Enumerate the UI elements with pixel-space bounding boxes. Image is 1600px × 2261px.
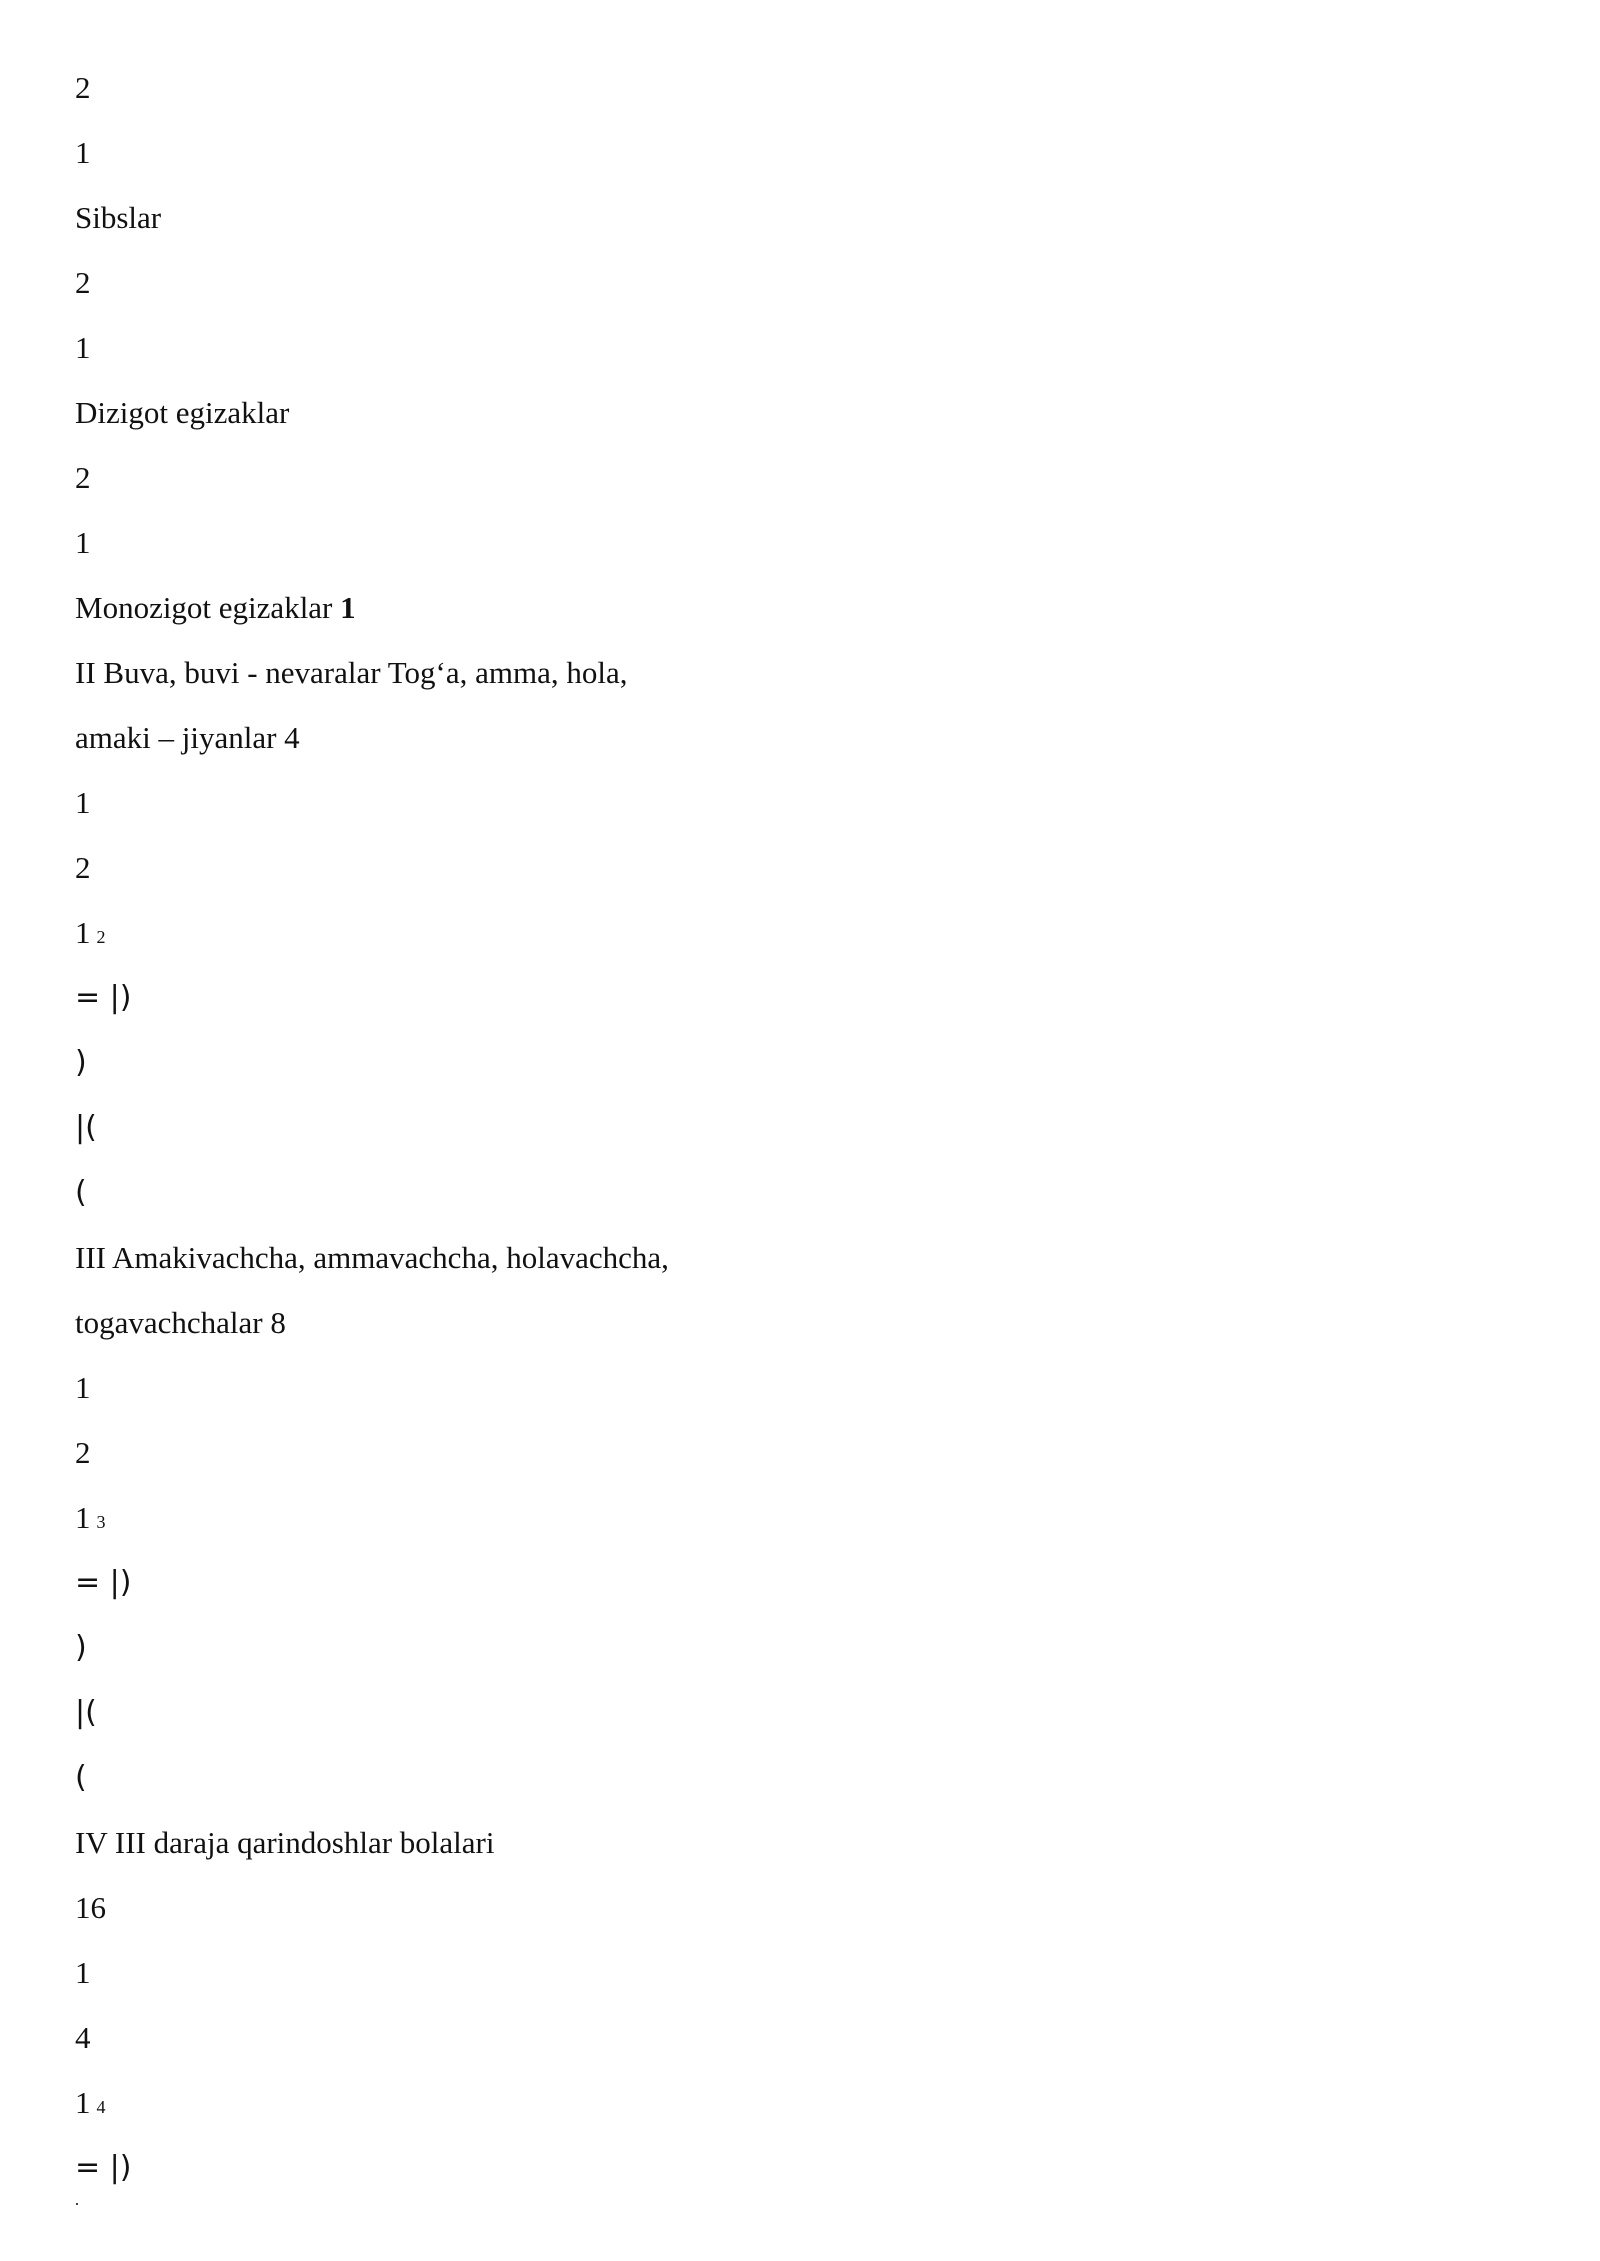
formula-fragment: ( <box>75 1760 87 1795</box>
subscript: 3 <box>96 1512 106 1532</box>
bold-number: 1 <box>340 590 356 625</box>
text-line: 4 <box>75 2020 91 2055</box>
text-line: 1 <box>75 330 91 365</box>
text-line: 1 <box>75 525 91 560</box>
formula-fragment: = |) <box>75 980 132 1015</box>
text-line: togavachchalar 8 <box>75 1305 286 1340</box>
text-line <box>75 588 356 628</box>
text-line: 2 <box>75 460 91 495</box>
text-segment: 1 <box>75 1500 91 1535</box>
text-line <box>75 2083 106 2127</box>
formula-fragment: = |) <box>75 2150 132 2185</box>
text-segment: 1 <box>75 915 91 950</box>
text-line: 1 <box>75 785 91 820</box>
text-segment: Monozigot egizaklar <box>75 590 333 625</box>
formula-fragment: = |) <box>75 1565 132 1600</box>
subscript: 4 <box>96 2097 106 2117</box>
text-line: 2 <box>75 70 91 105</box>
text-line: 1 <box>75 135 91 170</box>
text-line: 2 <box>75 265 91 300</box>
text-line <box>75 913 106 957</box>
text-line: 16 <box>75 1890 106 1925</box>
text-line <box>75 1498 106 1542</box>
text-line: 1 <box>75 1370 91 1405</box>
text-line: Dizigot egizaklar <box>75 395 290 430</box>
text-line: 1 <box>75 1955 91 1990</box>
formula-fragment: |( <box>75 1695 97 1730</box>
text-segment: 1 <box>75 2085 91 2120</box>
subscript: 2 <box>96 927 106 947</box>
formula-fragment: ) <box>75 1045 87 1080</box>
text-line: 2 <box>75 850 91 885</box>
formula-fragment: ( <box>75 1175 87 1210</box>
formula-fragment: |( <box>75 1110 97 1145</box>
formula-fragment: ) <box>75 1630 87 1665</box>
text-line: IV III daraja qarindoshlar bolalari <box>75 1825 495 1860</box>
text-line: Sibslar <box>75 200 162 235</box>
text-line: 2 <box>75 1435 91 1470</box>
text-line: amaki – jiyanlar 4 <box>75 720 300 755</box>
text-line: III Amakivachcha, ammavachcha, holavachcha, <box>75 1240 669 1275</box>
stray-mark <box>76 2203 78 2205</box>
text-line: II Buva, buvi - nevaralar Tog‘a, amma, hola, <box>75 655 628 690</box>
